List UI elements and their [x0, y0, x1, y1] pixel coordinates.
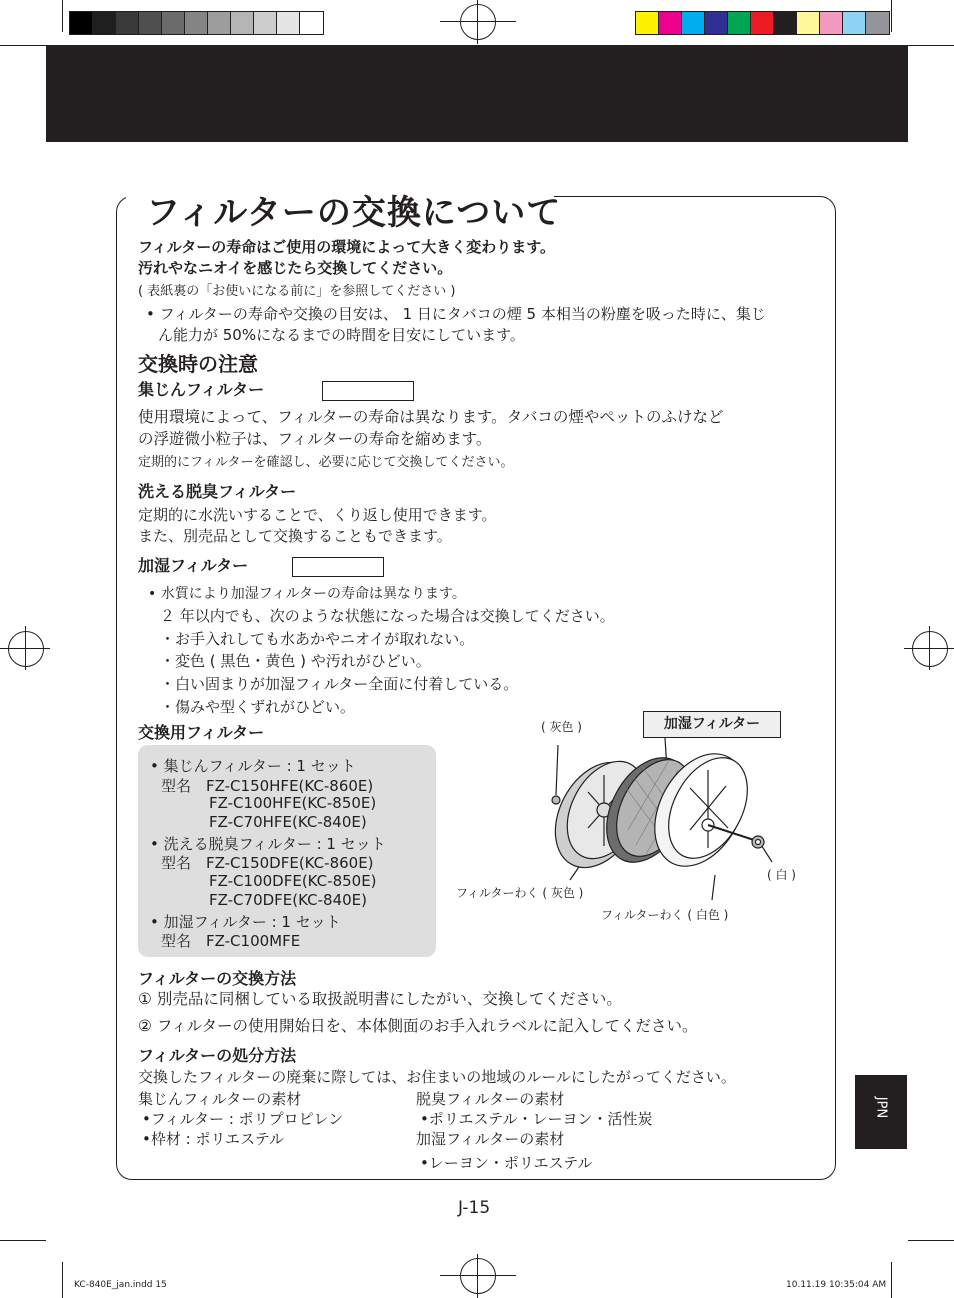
- humid-filter-tag-box: [292, 557, 384, 577]
- color-swatch: [797, 12, 820, 34]
- color-swatch: [116, 12, 139, 34]
- humid-filter-title: 加湿フィルター: [138, 556, 249, 575]
- intro-note-2: ん能力が 50%になるまでの時間を目安にしています。: [158, 326, 525, 344]
- disposal-text: 交換したフィルターの廃棄に際しては、お住まいの地域のルールにしたがってください。: [138, 1068, 736, 1086]
- color-swatch: [659, 12, 682, 34]
- parts-line-3: FZ-C100HFE(KC-850E): [209, 794, 377, 812]
- intro-lead-1: フィルターの寿命はご使用の環境によって大きく変わります。: [138, 238, 556, 256]
- gray-frame-label: フィルターわく ( 灰色 ): [456, 886, 584, 900]
- dust-filter-tag-box: [322, 381, 414, 401]
- deodor-filter-text-2: また、別売品として交換することもできます。: [138, 527, 452, 545]
- color-swatch: [636, 12, 659, 34]
- color-swatch: [93, 12, 116, 34]
- humid-filter-text-1: • 水質により加湿フィルターの寿命は異なります。: [148, 586, 466, 602]
- deodor-filter-title: 洗える脱臭フィルター: [138, 482, 297, 501]
- dust-filter-text-3: 定期的にフィルターを確認し、必要に応じて交換してください。: [138, 455, 514, 470]
- color-swatch: [254, 12, 277, 34]
- intro-note-1: • フィルターの寿命や交換の目安は、 1 日にタバコの煙 5 本相当の粉塵を吸った時に、集じ: [146, 305, 766, 323]
- color-swatch: [774, 12, 797, 34]
- color-swatch: [70, 12, 93, 34]
- disposal-right-2: •レーヨン・ポリエステル: [420, 1154, 593, 1172]
- color-swatch: [728, 12, 751, 34]
- white-label: ( 白 ): [767, 868, 796, 882]
- gray-label: ( 灰色 ): [541, 720, 582, 734]
- intro-lead-2: 汚れやなニオイを感じたら交換してください。: [138, 259, 453, 277]
- color-swatch: [751, 12, 774, 34]
- dust-filter-title: 集じんフィルター: [138, 380, 265, 399]
- humid-condition-4: ・傷みや型くずれがひどい。: [160, 698, 356, 716]
- color-swatch: [185, 12, 208, 34]
- humid-filter-callout: 加湿フィルター: [643, 711, 781, 738]
- parts-line-8: FZ-C70DFE(KC-840E): [209, 891, 367, 909]
- humid-condition-3: ・白い固まりが加湿フィルター全面に付着している。: [160, 675, 519, 693]
- color-swatch: [300, 12, 323, 34]
- color-swatch: [820, 12, 843, 34]
- footer-filename: KC-840E_jan.indd 15: [74, 1280, 167, 1290]
- parts-line-5: • 洗える脱臭フィルター : 1 セット: [150, 835, 386, 853]
- language-tab-label: JPN: [873, 1096, 889, 1119]
- disposal-left-1: •フィルター : ポリプロピレン: [142, 1110, 344, 1128]
- disposal-right-head: 脱臭フィルターの素材: [416, 1090, 565, 1108]
- parts-line-1: • 集じんフィルター : 1 セット: [150, 757, 356, 775]
- howto-title: フィルターの交換方法: [138, 969, 297, 988]
- intro-reference: ( 表紙裏の「お使いになる前に」を参照してください ): [138, 284, 456, 299]
- color-swatch: [866, 12, 889, 34]
- disposal-left-head: 集じんフィルターの素材: [138, 1090, 302, 1108]
- color-swatch: [231, 12, 254, 34]
- page-number: J-15: [458, 1198, 491, 1218]
- white-frame-label: フィルターわく ( 白色 ): [601, 908, 729, 922]
- humid-condition-2: ・変色 ( 黒色・黄色 ) や汚れがひどい。: [160, 652, 431, 670]
- dust-filter-text-1: 使用環境によって、フィルターの寿命は異なります。タバコの煙やペットのふけなど: [138, 408, 724, 426]
- disposal-left-2: •枠材 : ポリエステル: [142, 1130, 285, 1148]
- deodor-filter-text-1: 定期的に水洗いすることで、くり返し使用できます。: [138, 506, 497, 524]
- disposal-title: フィルターの処分方法: [138, 1046, 297, 1065]
- filter-exploded-illustration: [540, 730, 790, 900]
- page-title: フィルターの交換について: [146, 193, 562, 233]
- color-swatch: [139, 12, 162, 34]
- parts-line-7: FZ-C100DFE(KC-850E): [209, 872, 377, 890]
- howto-step-1: ① 別売品に同梱している取扱説明書にしたがい、交換してください。: [138, 990, 622, 1008]
- color-swatch: [705, 12, 728, 34]
- humid-condition-1: ・お手入れしても水あかやニオイが取れない。: [160, 630, 475, 648]
- parts-title: 交換用フィルター: [138, 723, 265, 742]
- parts-line-6: 型名 FZ-C150DFE(KC-860E): [161, 854, 374, 872]
- color-swatch: [208, 12, 231, 34]
- caution-heading: 交換時の注意: [138, 352, 258, 376]
- parts-line-10: 型名 FZ-C100MFE: [161, 932, 301, 950]
- disposal-right-1: •ポリエステル・レーヨン・活性炭: [420, 1110, 653, 1128]
- header-band: [46, 45, 908, 142]
- color-swatch: [843, 12, 866, 34]
- parts-line-2: 型名 FZ-C150HFE(KC-860E): [161, 777, 374, 795]
- color-swatch: [682, 12, 705, 34]
- color-swatch: [162, 12, 185, 34]
- dust-filter-text-2: の浮遊微小粒子は、フィルターの寿命を縮めます。: [138, 430, 492, 448]
- howto-step-2: ② フィルターの使用開始日を、本体側面のお手入れラベルに記入してください。: [138, 1017, 698, 1035]
- parts-line-4: FZ-C70HFE(KC-840E): [209, 813, 367, 831]
- parts-line-9: • 加湿フィルター : 1 セット: [150, 913, 341, 931]
- humid-filter-text-2: ２ 年以内でも、次のような状態になった場合は交換してください。: [160, 607, 615, 625]
- disposal-right-head-2: 加湿フィルターの素材: [416, 1130, 565, 1148]
- footer-timestamp: 10.11.19 10:35:04 AM: [786, 1280, 887, 1290]
- color-swatch: [277, 12, 300, 34]
